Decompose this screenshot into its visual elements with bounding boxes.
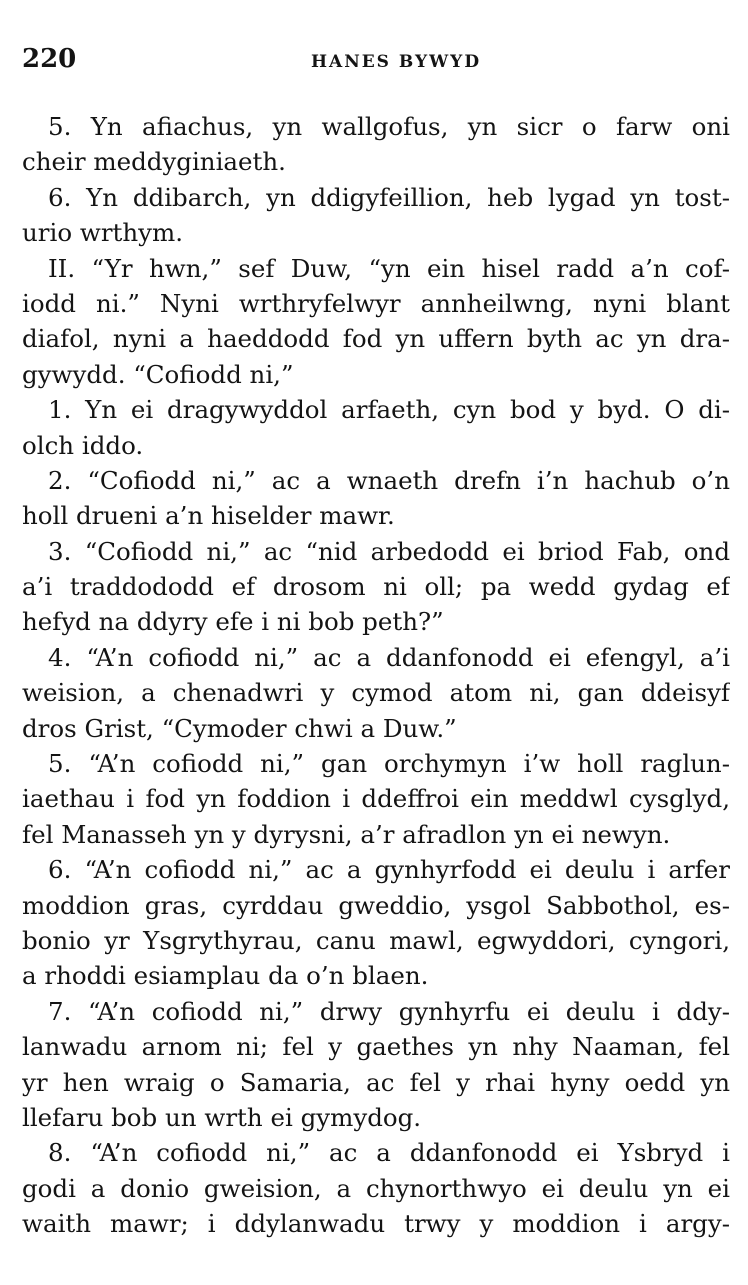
text-line: II. “Yr hwn,” sef Duw, “yn ein hisel radd a’n cof-	[48, 253, 730, 283]
body-text	[22, 109, 730, 1242]
text-line: dros Grist, “Cymoder chwi a Duw.”	[22, 713, 457, 743]
text-line: a rhoddi esiamplau da o’n blaen.	[22, 961, 429, 991]
text-line: olch iddo.	[22, 430, 144, 460]
text-line: iaethau i fod yn foddion i ddeffroi ein meddwl cysglyd,	[22, 784, 730, 814]
text-line: cheir meddyginiaeth.	[22, 147, 286, 177]
text-line: fel Manasseh yn y dyrysni, a’r afradlon yn ei newyn.	[22, 819, 671, 849]
text-line: yr hen wraig o Samaria, ac fel y rhai hyny oedd yn	[22, 1067, 730, 1097]
text-line: godi a donio gweision, a chynorthwyo ei deulu yn ei	[22, 1173, 730, 1203]
text-line: hefyd na ddyry efe i ni bob peth?”	[22, 607, 444, 637]
text-line: 6. “A’n cofiodd ni,” ac a gynhyrfodd ei deulu i arfer	[48, 855, 730, 885]
text-line: 1. Yn ei dragywyddol arfaeth, cyn bod y byd. O di-	[48, 395, 730, 425]
text-line: 7. “A’n cofiodd ni,” drwy gynhyrfu ei deulu i ddy-	[48, 996, 730, 1026]
text-line: 8. “A’n cofiodd ni,” ac a ddanfonodd ei Ysbryd i	[48, 1138, 730, 1168]
text-line: lanwadu arnom ni; fel y gaethes yn nhy Naaman, fel	[22, 1032, 730, 1062]
text-line: weision, a chenadwri y cymod atom ni, gan ddeisyf	[22, 678, 730, 708]
text-line: a’i traddododd ef drosom ni oll; pa wedd gydag ef	[22, 572, 730, 602]
text-line: 5. Yn afiachus, yn wallgofus, yn sicr o farw oni	[48, 112, 730, 141]
text-line: gywydd. “Cofiodd ni,”	[22, 359, 294, 389]
running-title: HANES BYWYD	[310, 52, 482, 72]
text-line: 2. “Cofiodd ni,” ac a wnaeth drefn i’n hachub o’n	[48, 465, 730, 495]
text-line: bonio yr Ysgrythyrau, canu mawl, egwyddori, cyngori,	[22, 925, 730, 955]
text-line: diafol, nyni a haeddodd fod yn uffern byth ac yn dra-	[22, 324, 730, 354]
page-header	[22, 44, 730, 84]
text-line: moddion gras, cyrddau gweddio, ysgol Sabbothol, es-	[22, 890, 730, 920]
page-number: 220	[22, 44, 77, 74]
text-line: waith mawr; i ddylanwadu trwy y moddion i argy-	[22, 1209, 730, 1239]
text-line: urio wrthym.	[22, 218, 184, 248]
text-line: holl drueni a’n hiselder mawr.	[22, 501, 395, 531]
text-line: 3. “Cofiodd ni,” ac “nid arbedodd ei briod Fab, ond	[48, 536, 730, 566]
text-line: iodd ni.” Nyni wrthryfelwyr annheilwng, nyni blant	[22, 288, 730, 318]
text-line: 4. “A’n cofiodd ni,” ac a ddanfonodd ei efengyl, a’i	[48, 642, 730, 672]
text-line: 6. Yn ddibarch, yn ddigyfeillion, heb lygad yn tost-	[48, 182, 730, 212]
text-line: 5. “A’n cofiodd ni,” gan orchymyn i’w holl raglun-	[48, 749, 730, 779]
text-line: llefaru bob un wrth ei gymydog.	[22, 1102, 422, 1132]
